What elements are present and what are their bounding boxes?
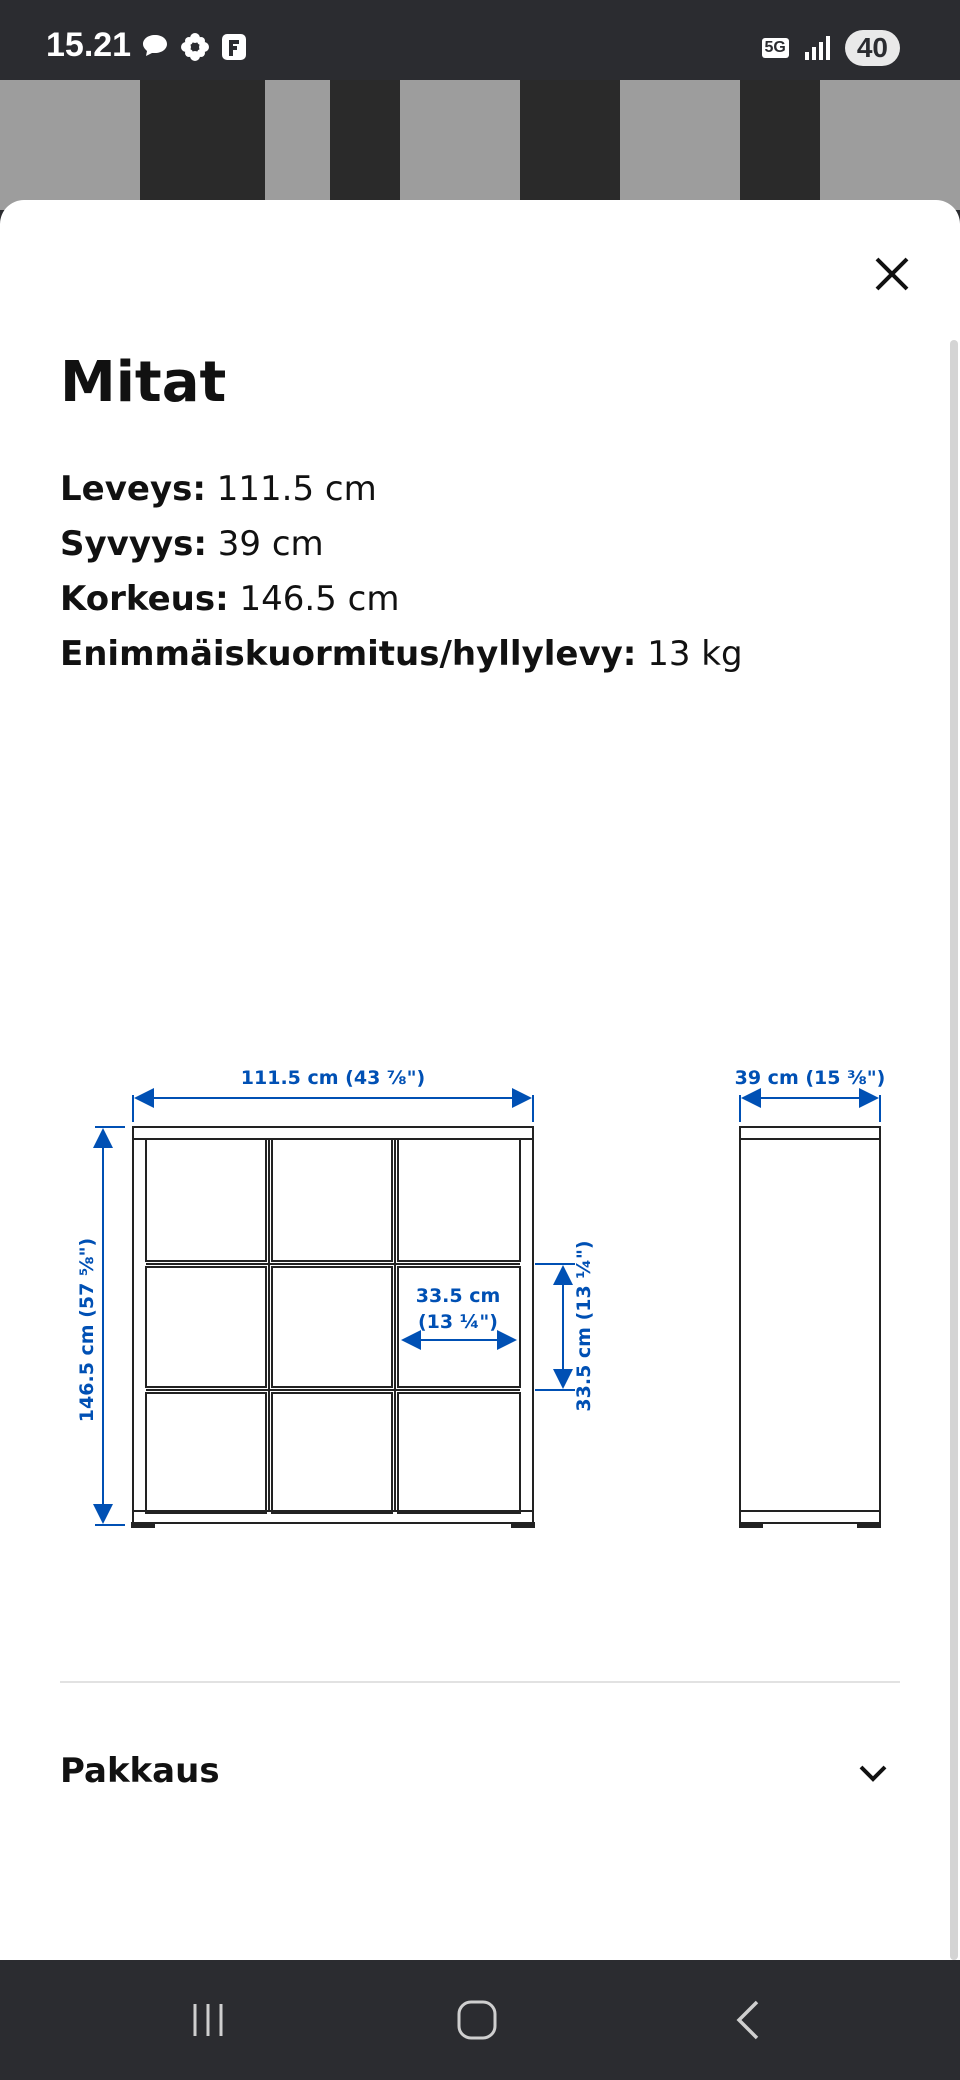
- close-button[interactable]: [862, 244, 922, 304]
- depth-dimension-label: 39 cm (15 ⅜"): [734, 1067, 886, 1089]
- spec-value: 39 cm: [206, 524, 324, 564]
- cell-width-label: 33.5 cm: [415, 1285, 501, 1307]
- spec-row-height: [60, 572, 743, 627]
- width-dimension-label: 111.5 cm (43 ⅞"): [240, 1067, 426, 1089]
- spec-row-width: [60, 462, 743, 517]
- battery-indicator: 40: [845, 30, 900, 66]
- spec-row-max-load: [60, 627, 743, 682]
- cell-width-label-inch: (13 ¼"): [418, 1311, 498, 1333]
- back-icon: [733, 1998, 763, 2042]
- shelf-side-view: [740, 1127, 880, 1527]
- dimensions-sheet: [0, 200, 960, 1960]
- home-button[interactable]: [437, 1990, 517, 2050]
- recent-apps-icon: [188, 2000, 228, 2040]
- spec-row-depth: [60, 517, 743, 572]
- dimension-diagram: [0, 840, 960, 1680]
- spec-label: Korkeus:: [60, 579, 229, 619]
- height-dimension-label: 146.5 cm (57 ⅝"): [76, 1237, 98, 1423]
- system-navigation-bar: [0, 1960, 960, 2080]
- product-photo: [0, 80, 960, 210]
- back-button[interactable]: [708, 1990, 788, 2050]
- spec-label: Syvyys:: [60, 524, 207, 564]
- status-bar: [0, 0, 960, 80]
- page-title: Mitat: [60, 350, 227, 415]
- flower-icon: [180, 32, 210, 62]
- spec-value: 13 kg: [636, 634, 743, 674]
- spec-label: Leveys:: [60, 469, 206, 509]
- status-time: 15.21: [46, 26, 132, 64]
- cell-height-label: 33.5 cm (13 ¼"): [573, 1240, 595, 1412]
- spec-value: 146.5 cm: [228, 579, 400, 619]
- network-5g-icon: 5G: [762, 38, 789, 58]
- notification-icons: [140, 32, 248, 62]
- packaging-section-label: Pakkaus: [60, 1751, 220, 1791]
- recent-apps-button[interactable]: [168, 1990, 248, 2050]
- app-f-icon: [220, 32, 248, 62]
- spec-value: 111.5 cm: [205, 469, 377, 509]
- close-icon: [874, 256, 910, 292]
- home-icon: [455, 1998, 499, 2042]
- signal-icon: [803, 34, 831, 62]
- system-icons: [762, 30, 901, 66]
- dimension-specs: [60, 462, 743, 682]
- section-divider: [60, 1681, 900, 1683]
- chat-bubble-icon: [140, 32, 170, 60]
- chevron-down-icon: [858, 1763, 888, 1783]
- spec-label: Enimmäiskuormitus/hyllylevy:: [60, 634, 637, 674]
- packaging-section-toggle[interactable]: [60, 1745, 900, 1845]
